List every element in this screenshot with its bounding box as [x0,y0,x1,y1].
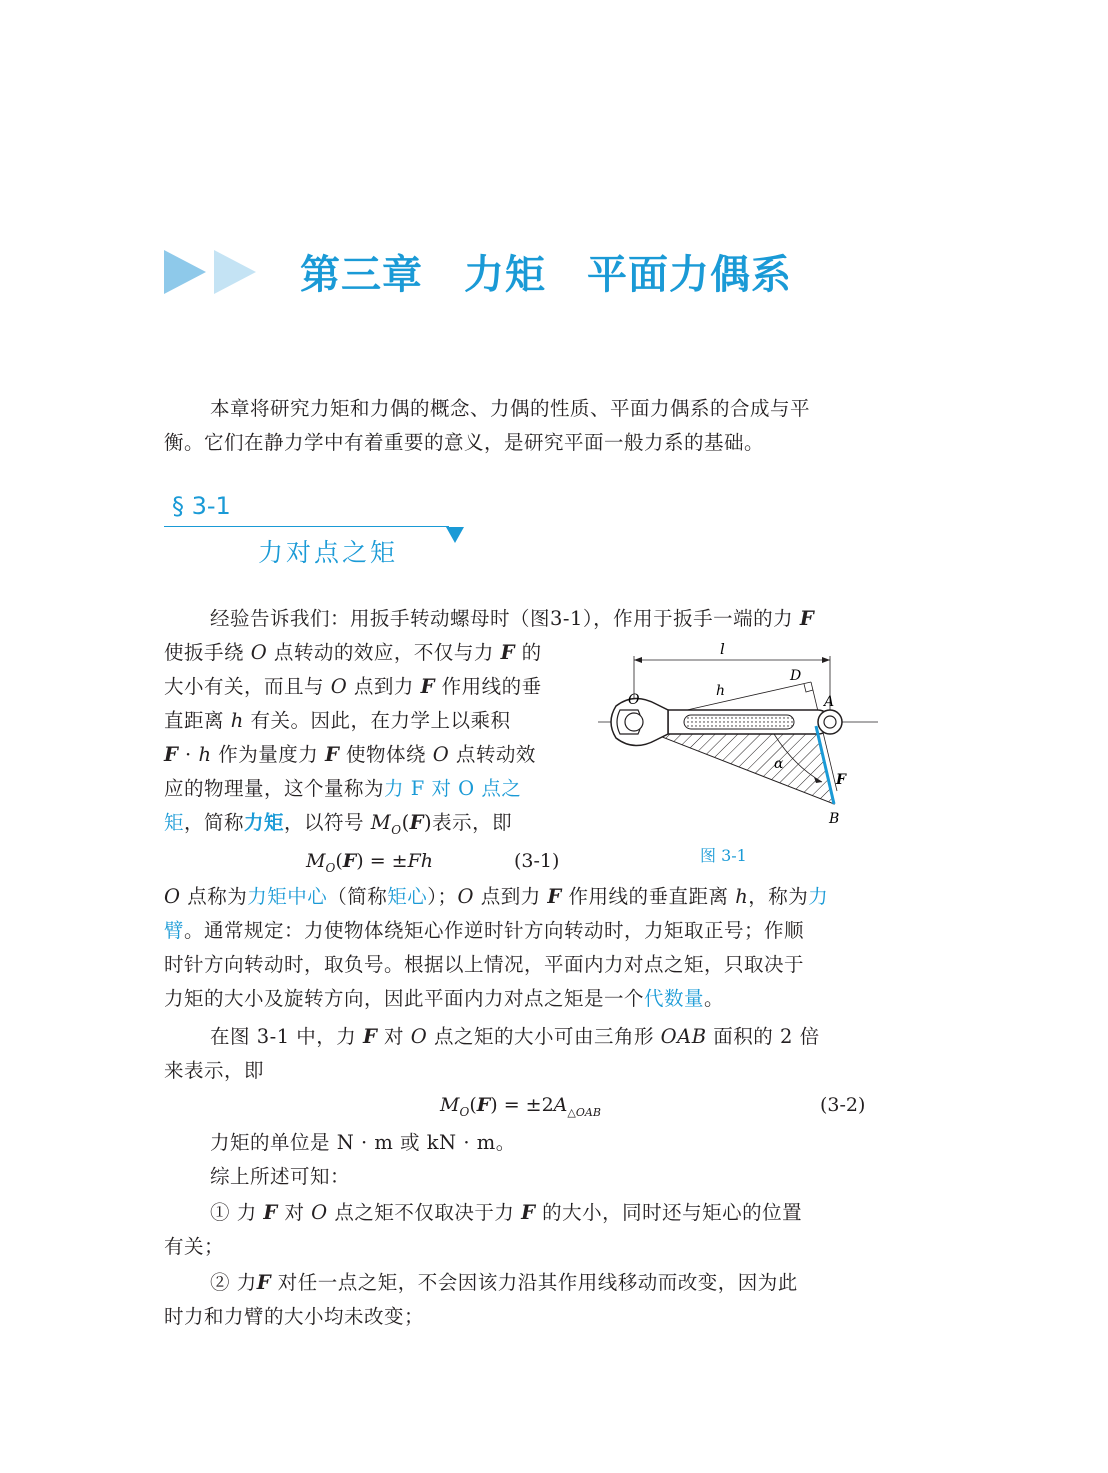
p1-line-6: 应的物理量，这个量称为力 F 对 O 点之 [164,777,522,800]
term-moment-of-force: 力 F 对 O 点之 [384,777,522,800]
term-algebraic-quantity: 代数量 [644,987,705,1010]
label-F: F [836,772,846,788]
section-number: § 3-1 [172,492,231,520]
p2-line-1: O 点称为力矩中心（简称矩心）；O 点到力 F 作用线的垂直距离 h，称为力 [164,885,829,908]
term-moment-center: 力矩中心 [247,885,328,908]
chapter-arrow-icon [164,250,264,294]
figure-caption: 图 3-1 [700,846,747,865]
label-B: B [829,811,840,827]
list-item-1-line-2: 有关； [164,1235,225,1258]
wrench-figure [598,636,878,831]
p1-line-4: 直距离 h 有关。因此，在力学上以乘积 [164,709,511,732]
p3-line-1: 在图 3-1 中，力 F 对 O 点之矩的大小可由三角形 OAB 面积的 2 倍 [210,1025,820,1048]
equation-3-1: $M_O(F) = \pm Fh$ [306,850,433,875]
label-D: D [790,668,802,684]
p2-line-3: 时针方向转动时，取负号。根据以上情况，平面内力对点之矩，只取决于 [164,953,805,976]
section-title: 力对点之矩 [258,538,399,567]
section-rule [164,526,449,527]
equation-3-2: $M_O(F) = \pm 2A_{\triangle OAB}$ [440,1094,601,1119]
p2-line-2: 臂。通常规定：力使物体绕矩心作逆时针方向转动时，力矩取正号；作顺 [164,919,805,942]
p1-line-7: 矩，简称力矩，以符号 $M_O(F)$表示，即 [164,811,513,837]
p1-line-5: F · h 作为量度力 F 使物体绕 O 点转动效 [164,743,536,766]
section-triangle-icon [446,527,464,543]
p2-line-4: 力矩的大小及旋转方向，因此平面内力对点之矩是一个代数量。 [164,987,725,1010]
label-l: l [720,640,725,658]
list-item-2-line-2: 时力和力臂的大小均未改变； [164,1305,425,1328]
p1-line-2: 使扳手绕 O 点转动的效应，不仅与力 F 的 [164,641,542,664]
label-alpha: α [774,756,784,772]
label-A: A [824,694,835,710]
equation-3-1-tag: (3-1) [514,850,560,872]
intro-line-1: 本章将研究力矩和力偶的概念、力偶的性质、平面力偶系的合成与平 [210,397,811,420]
p3-line-2: 来表示，即 [164,1059,265,1082]
units-line: 力矩的单位是 N · m 或 kN · m。 [210,1131,516,1154]
p1-line-3: 大小有关，而且与 O 点到力 F 作用线的垂 [164,675,542,698]
summary-line: 综上所述可知： [210,1165,351,1188]
list-item-1-line-1: ① 力 F 对 O 点之矩不仅取决于力 F 的大小，同时还与矩心的位置 [210,1201,803,1224]
term-center: 矩心 [387,885,428,908]
equation-3-2-tag: (3-2) [820,1094,866,1116]
p1-line-1: 经验告诉我们：用扳手转动螺母时（图3-1），作用于扳手一端的力 F [210,607,815,630]
term-arm: 臂 [164,919,185,942]
term-moment: 力矩 [244,811,285,834]
intro-line-2: 衡。它们在静力学中有着重要的意义，是研究平面一般力系的基础。 [164,431,765,454]
label-h: h [716,683,726,699]
chapter-title: 第三章 力矩 平面力偶系 [300,251,792,298]
label-O: O [628,692,640,708]
list-item-2-line-1: ② 力F 对任一点之矩，不会因该力沿其作用线移动而改变，因为此 [210,1271,798,1294]
